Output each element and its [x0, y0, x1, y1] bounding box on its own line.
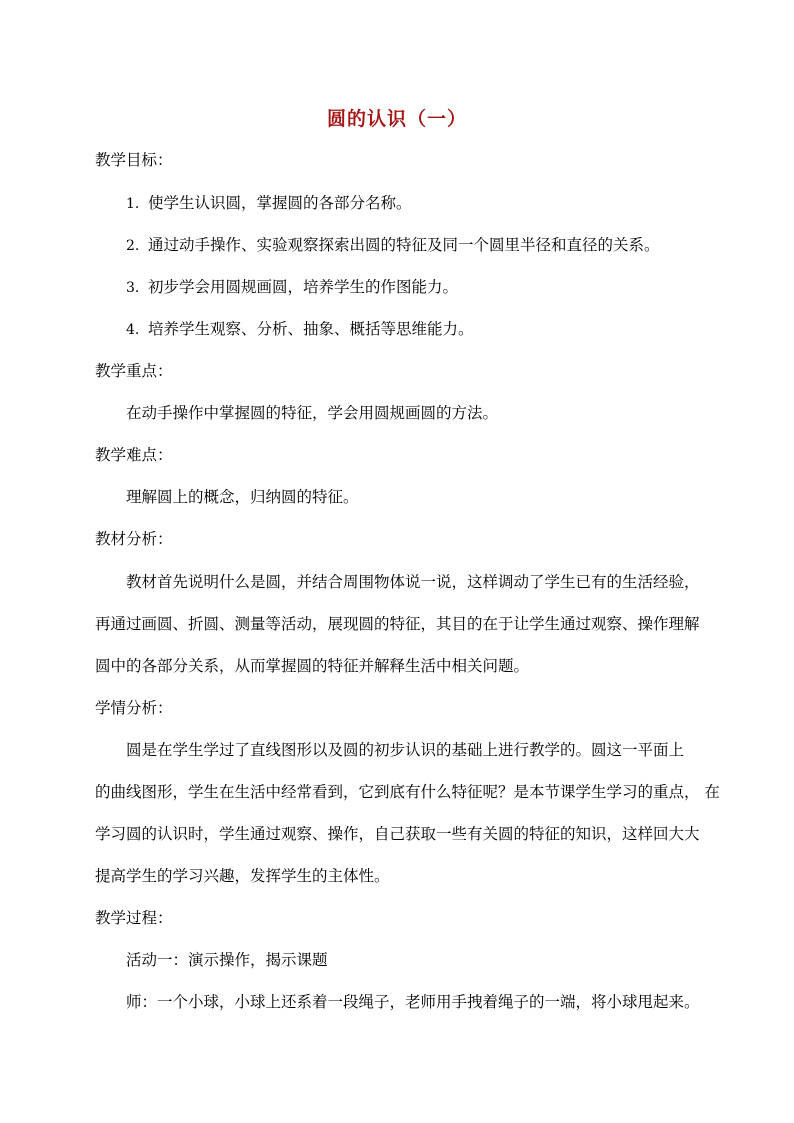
difficulty-text: 理解圆上的概念，归纳圆的特征。 [126, 488, 359, 506]
students-line-3: 学习圆的认识时，学生通过观察、操作，自己获取一些有关圆的特征的知识，这样回大大 [95, 825, 700, 843]
goal-text: 初步学会用圆规画圆，培养学生的作图能力。 [148, 278, 459, 296]
students-line-4: 提高学生的学习兴趣，发挥学生的主体性。 [95, 867, 390, 885]
goals-heading: 教学目标： [95, 151, 173, 169]
material-line-3: 圆中的各部分关系，从而掌握圆的特征并解释生活中相关问题。 [95, 657, 530, 675]
students-line-2: 的曲线图形，学生在生活中经常看到，它到底有什么特征呢？是本节课学生学习的重点， 在 [95, 783, 720, 801]
process-teacher-line: 师：一个小球，小球上还系着一段绳子，老师用手拽着绳子的一端，将小球甩起来。 [126, 993, 700, 1011]
goal-text: 通过动手操作、实验观察探索出圆的特征及同一个圆里半径和直径的关系。 [148, 236, 660, 254]
material-line-2: 再通过画圆、折圆、测量等活动，展现圆的特征，其目的在于让学生通过观察、操作理解 [95, 615, 700, 633]
material-heading: 教材分析： [95, 530, 173, 548]
material-line-1: 教材首先说明什么是圆，并结合周围物体说一说，这样调动了学生已有的生活经验， [126, 573, 700, 591]
goal-number: 4. [126, 322, 140, 338]
goal-text: 培养学生观察、分析、抽象、概括等思维能力。 [148, 320, 474, 338]
document-title: 圆的认识（一） [326, 108, 467, 130]
goal-number: 2. [126, 238, 140, 254]
students-heading: 学情分析： [95, 699, 173, 717]
difficulty-heading: 教学难点： [95, 446, 173, 464]
process-heading: 教学过程： [95, 909, 173, 927]
goal-number: 3. [126, 280, 140, 296]
goal-text: 使学生认识圆，掌握圆的各部分名称。 [148, 194, 412, 212]
key-point-heading: 教学重点： [95, 362, 173, 380]
students-line-1: 圆是在学生学过了直线图形以及圆的初步认识的基础上进行教学的。圆这一平面上 [126, 741, 685, 759]
goal-item-3 [126, 277, 458, 298]
goal-item-1 [126, 193, 412, 214]
goal-item-2 [126, 235, 660, 256]
goal-item-4 [126, 319, 474, 340]
goal-number: 1. [126, 196, 140, 212]
key-point-text: 在动手操作中掌握圆的特征，学会用圆规画圆的方法。 [126, 404, 499, 422]
process-activity: 活动一：演示操作，揭示课题 [126, 951, 328, 969]
